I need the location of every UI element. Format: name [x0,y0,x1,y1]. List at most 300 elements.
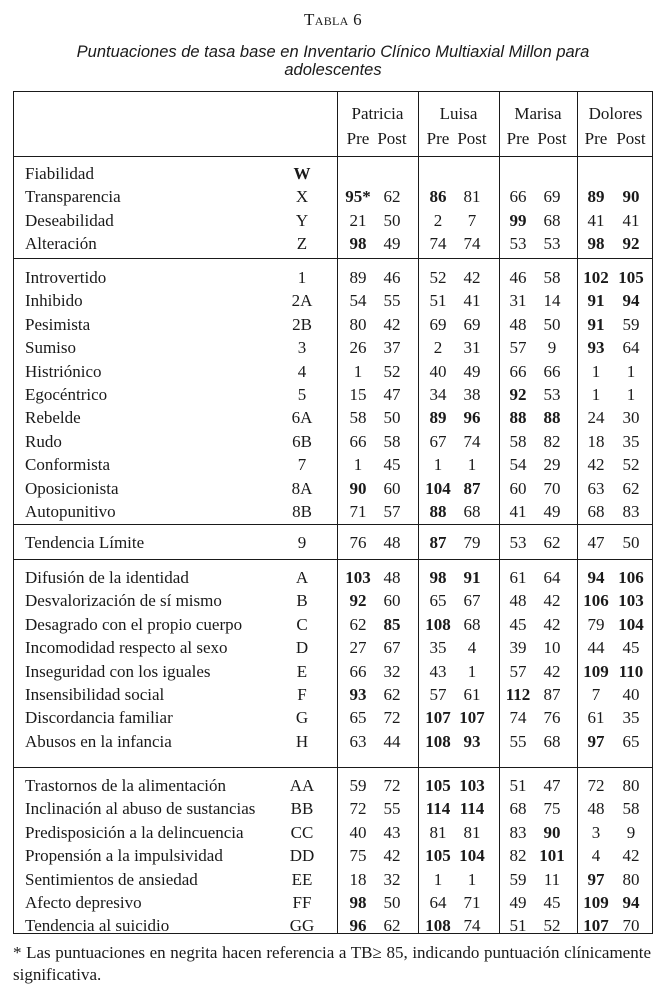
score-value: 3 [591,822,601,842]
score-value: 82 [543,431,561,451]
score-value: 70 [543,478,561,498]
score-value: 10 [543,638,561,658]
score-value: 51 [429,291,447,311]
score-value: 40 [429,361,447,381]
scale-code: 2A [291,291,313,311]
score-value: 38 [463,385,481,404]
score-value: 68 [543,210,561,230]
score-value: 47 [383,385,401,404]
score-value: 32 [383,661,401,681]
score-value: 43 [429,661,447,681]
score-value: 48 [587,799,605,819]
score-value: 62 [349,614,367,634]
score-value: 112 [505,685,531,704]
scale-label: Deseabilidad [25,210,114,230]
score-value: 1 [433,869,443,889]
scale-label: Autopunitivo [25,502,116,521]
score-value: 55 [383,799,401,819]
score-value: 90 [622,187,640,207]
score-value: 39 [509,638,527,658]
score-value: 107 [459,708,485,728]
scale-code: DD [289,846,315,866]
score-value: 104 [618,614,644,634]
score-value: 83 [509,822,527,842]
footnote: * Las puntuaciones en negrita hacen referencia a TB≥ 85, indicando puntuación clínicamente significativa. [13,943,651,984]
score-value: 49 [543,502,561,521]
scale-label: Desvalorización de sí mismo [25,591,222,611]
scale-code: AA [289,776,315,795]
score-value: 53 [543,234,561,254]
score-value: 48 [509,591,527,611]
score-value: 1 [433,455,443,475]
score-value: 21 [349,210,367,230]
score-value: 9 [547,338,557,358]
table-title: Tabla 6 [304,10,362,29]
score-value: 102 [583,268,609,287]
score-value: 42 [383,846,401,866]
score-value: 104 [459,846,485,866]
score-value: 72 [383,776,401,795]
score-value: 89 [349,268,367,287]
pre-header: Pre [584,129,608,148]
score-value: 87 [463,478,481,498]
score-value: 45 [383,455,401,475]
scale-label: Afecto depresivo [25,893,142,912]
score-value: 92 [622,234,640,254]
score-value: 106 [618,568,644,587]
score-value: 104 [425,478,451,498]
score-value: 48 [509,314,527,334]
score-value: 65 [429,591,447,611]
score-value: 24 [587,408,605,428]
score-value: 52 [543,916,561,936]
column-divider [337,92,338,933]
score-value: 42 [543,614,561,634]
score-value: 59 [349,776,367,795]
score-value: 103 [618,591,644,611]
post-header: Post [457,129,487,148]
score-value: 86 [429,187,447,207]
score-value: 1 [591,385,601,404]
score-value: 92 [349,591,367,611]
group-divider [14,258,652,259]
score-value: 105 [425,846,451,866]
score-value: 88 [429,502,447,521]
score-value: 107 [425,708,451,728]
score-value: 96 [463,408,481,428]
score-value: 98 [429,568,447,587]
post-header: Post [537,129,567,148]
header-divider [14,156,652,157]
post-header: Post [616,129,646,148]
score-value: 52 [383,361,401,381]
group-divider [14,767,652,768]
score-value: 64 [429,893,447,912]
scale-code: Y [295,210,309,230]
score-value: 89 [429,408,447,428]
score-value: 45 [543,893,561,912]
score-value: 66 [349,431,367,451]
score-value: 41 [622,210,640,230]
score-value: 1 [467,455,477,475]
score-value: 72 [349,799,367,819]
score-value: 103 [345,568,371,587]
score-value: 108 [425,614,451,634]
score-value: 40 [622,685,640,704]
score-value: 85 [383,614,401,634]
score-value: 75 [543,799,561,819]
scale-label: Tendencia Límite [25,533,145,552]
score-value: 2 [433,338,443,358]
score-value: 108 [425,731,451,751]
score-value: 97 [587,731,605,751]
score-value: 96 [349,916,367,936]
score-value: 66 [509,361,527,381]
group-divider [14,524,652,525]
score-value: 99 [509,210,527,230]
score-value: 42 [622,846,640,866]
score-value: 71 [349,502,367,521]
scale-code: F [297,685,307,704]
score-value: 46 [509,268,527,287]
score-value: 64 [543,568,561,587]
score-value: 93 [349,685,367,704]
scale-label: Alteración [25,234,97,254]
scale-code: C [296,614,308,634]
score-value: 91 [463,568,481,587]
scale-code: 6A [291,408,313,428]
score-value: 61 [587,708,605,728]
score-value: 69 [463,314,481,334]
scale-label: Inseguridad con los iguales [25,661,211,681]
score-value: 93 [463,731,481,751]
score-value: 105 [425,776,451,795]
score-value: 66 [543,361,561,381]
score-value: 103 [459,776,485,795]
score-value: 50 [543,314,561,334]
scale-label: Inclinación al abuso de sustancias [25,799,256,819]
score-value: 44 [587,638,605,658]
score-value: 31 [509,291,527,311]
scale-label: Sumiso [25,338,77,358]
score-value: 60 [509,478,527,498]
score-value: 70 [622,916,640,936]
score-value: 114 [425,799,451,819]
score-value: 7 [467,210,477,230]
score-value: 67 [383,638,401,658]
score-value: 62 [383,187,401,207]
score-value: 42 [543,661,561,681]
scale-code: A [295,568,309,587]
score-value: 43 [383,822,401,842]
score-value: 67 [463,591,481,611]
scale-code: 1 [297,268,307,287]
score-value: 107 [583,916,609,936]
score-value: 68 [543,731,561,751]
score-value: 71 [463,893,481,912]
score-value: 62 [383,685,401,704]
patient-name-header: Luisa [439,104,478,123]
score-value: 59 [509,869,527,889]
score-value: 50 [383,408,401,428]
score-value: 4 [467,638,477,658]
scale-label: Introvertido [25,268,107,287]
scale-label: Difusión de la identidad [25,568,189,587]
scale-code: 8B [292,502,312,521]
score-value: 98 [587,234,605,254]
scale-label: Insensibilidad social [25,685,165,704]
scale-label: Transparencia [25,187,121,207]
score-value: 83 [622,502,640,521]
scale-code: E [296,661,308,681]
scale-label: Conformista [25,455,110,475]
score-value: 50 [622,533,640,552]
score-value: 110 [618,661,644,681]
column-divider [499,92,500,933]
score-value: 32 [383,869,401,889]
score-value: 68 [587,502,605,521]
score-value: 65 [349,708,367,728]
score-value: 80 [622,869,640,889]
score-value: 63 [587,478,605,498]
score-value: 51 [509,916,527,936]
score-value: 74 [463,916,481,936]
score-value: 2 [433,210,443,230]
score-value: 80 [349,314,367,334]
scale-label: Rudo [25,431,62,451]
score-value: 49 [509,893,527,912]
score-value: 114 [459,799,485,819]
score-value: 66 [349,661,367,681]
scale-code: B [296,591,308,611]
score-value: 45 [509,614,527,634]
score-value: 35 [622,708,640,728]
score-value: 79 [463,533,481,552]
score-value: 90 [349,478,367,498]
score-value: 89 [587,187,605,207]
patient-name-header: Patricia [351,104,404,123]
score-value: 68 [509,799,527,819]
score-value: 74 [429,234,447,254]
score-value: 18 [349,869,367,889]
scale-code: 5 [297,385,307,404]
score-value: 58 [622,799,640,819]
score-value: 87 [543,685,561,704]
scale-code: 6B [292,431,312,451]
scale-code: W [293,164,311,183]
score-value: 74 [509,708,527,728]
score-value: 91 [587,314,605,334]
score-value: 62 [383,916,401,936]
scale-label: Sentimientos de ansiedad [25,869,198,889]
score-value: 34 [429,385,447,404]
scale-code: X [295,187,309,207]
score-value: 41 [509,502,527,521]
score-value: 109 [583,893,609,912]
score-value: 44 [383,731,401,751]
scale-code: Z [296,234,308,254]
score-value: 81 [463,822,481,842]
scale-code: H [295,731,309,751]
score-value: 94 [622,893,640,912]
score-value: 80 [622,776,640,795]
score-value: 50 [383,210,401,230]
score-value: 1 [626,361,636,381]
score-value: 1 [353,455,363,475]
score-value: 91 [587,291,605,311]
score-value: 68 [463,614,481,634]
pre-header: Pre [506,129,530,148]
score-value: 35 [429,638,447,658]
score-value: 1 [591,361,601,381]
score-value: 18 [587,431,605,451]
score-value: 74 [463,234,481,254]
score-value: 94 [587,568,605,587]
scale-code: 2B [292,314,312,334]
score-value: 46 [383,268,401,287]
scale-code: FF [292,893,312,912]
scale-code: 8A [291,478,313,498]
score-value: 68 [463,502,481,521]
scale-code: BB [290,799,314,819]
score-value: 97 [587,869,605,889]
score-value: 81 [429,822,447,842]
score-value: 76 [349,533,367,552]
score-value: 4 [591,846,601,866]
scale-label: Fiabilidad [25,164,94,183]
score-value: 59 [622,314,640,334]
scale-code: G [295,708,309,728]
column-divider [577,92,578,933]
post-header: Post [377,129,407,148]
score-value: 53 [509,234,527,254]
patient-name-header: Marisa [514,104,562,123]
score-value: 42 [383,314,401,334]
score-value: 49 [463,361,481,381]
scale-label: Desagrado con el propio cuerpo [25,614,243,634]
score-value: 88 [543,408,561,428]
score-value: 47 [587,533,605,552]
score-value: 42 [463,268,481,287]
score-value: 108 [425,916,451,936]
score-value: 41 [463,291,481,311]
score-value: 95* [345,187,371,207]
score-value: 27 [349,638,367,658]
score-value: 53 [543,385,561,404]
scale-code: D [295,638,309,658]
scale-label: Predisposición a la delincuencia [25,822,244,842]
scale-code: 4 [297,361,307,381]
score-value: 1 [467,661,477,681]
score-value: 55 [383,291,401,311]
pre-header: Pre [426,129,450,148]
score-value: 29 [543,455,561,475]
score-value: 1 [626,385,636,404]
score-value: 88 [509,408,527,428]
score-value: 106 [583,591,609,611]
patient-name-header: Dolores [588,104,643,123]
score-value: 57 [383,502,401,521]
score-value: 1 [353,361,363,381]
scale-label: Pesimista [25,314,91,334]
scale-label: Incomodidad respecto al sexo [25,638,228,658]
score-value: 54 [349,291,367,311]
score-value: 90 [543,822,561,842]
score-value: 109 [583,661,609,681]
score-value: 66 [509,187,527,207]
score-value: 40 [349,822,367,842]
score-value: 57 [509,338,527,358]
score-value: 101 [539,846,565,866]
scale-label: Abusos en la infancia [25,731,172,751]
score-value: 67 [429,431,447,451]
score-value: 35 [622,431,640,451]
score-value: 72 [587,776,605,795]
score-value: 7 [591,685,601,704]
scale-code: 9 [297,533,307,552]
group-divider [14,559,652,560]
score-value: 26 [349,338,367,358]
score-value: 58 [383,431,401,451]
score-value: 74 [463,431,481,451]
scale-label: Trastornos de la alimentación [25,776,226,795]
score-value: 63 [349,731,367,751]
score-value: 61 [463,685,481,704]
score-value: 55 [509,731,527,751]
score-value: 94 [622,291,640,311]
score-value: 82 [509,846,527,866]
score-value: 57 [509,661,527,681]
score-value: 92 [509,385,527,404]
score-value: 50 [383,893,401,912]
scale-code: 3 [297,338,307,358]
score-value: 42 [587,455,605,475]
score-value: 98 [349,893,367,912]
score-value: 37 [383,338,401,358]
score-value: 30 [622,408,640,428]
score-value: 58 [543,268,561,287]
scale-code: CC [290,822,314,842]
score-value: 87 [429,533,447,552]
score-value: 41 [587,210,605,230]
score-value: 98 [349,234,367,254]
score-value: 62 [543,533,561,552]
score-value: 49 [383,234,401,254]
scores-table [13,91,653,934]
table-subtitle: Puntuaciones de tasa base en Inventario Clínico Multiaxial Millon para adolescentes [76,43,590,79]
score-value: 15 [349,385,367,404]
score-value: 42 [543,591,561,611]
score-value: 53 [509,533,527,552]
score-value: 72 [383,708,401,728]
score-value: 31 [463,338,481,358]
score-value: 62 [622,478,640,498]
score-value: 79 [587,614,605,634]
scale-label: Oposicionista [25,478,119,498]
score-value: 48 [383,533,401,552]
score-value: 1 [467,869,477,889]
score-value: 48 [383,568,401,587]
score-value: 64 [622,338,640,358]
score-value: 47 [543,776,561,795]
score-value: 93 [587,338,605,358]
score-value: 52 [429,268,447,287]
scale-label: Rebelde [25,408,81,428]
score-value: 60 [383,591,401,611]
score-value: 81 [463,187,481,207]
scale-label: Histriónico [25,361,102,381]
score-value: 51 [509,776,527,795]
